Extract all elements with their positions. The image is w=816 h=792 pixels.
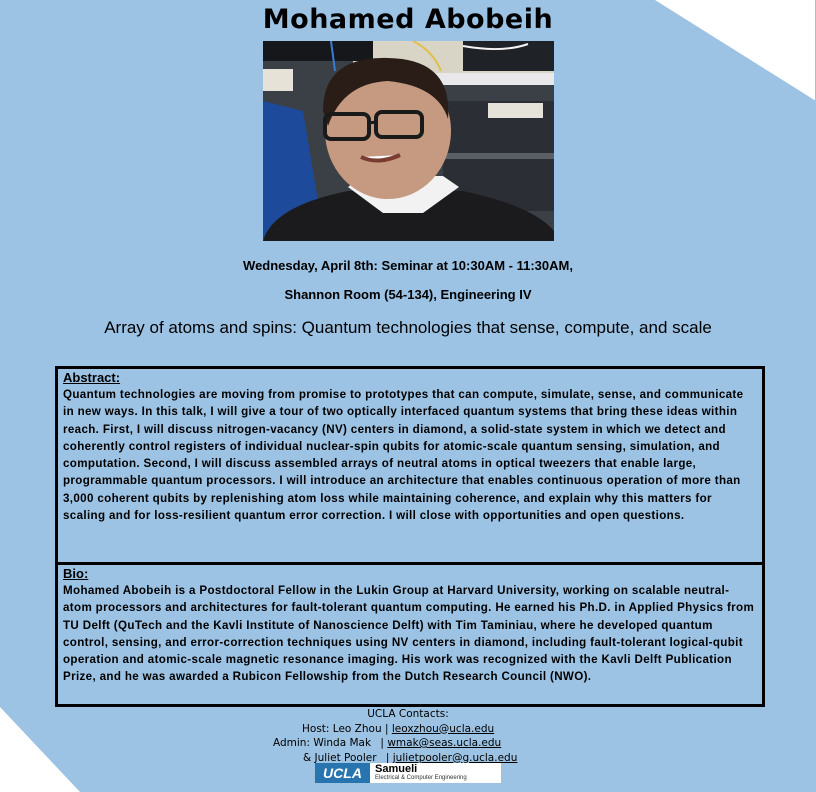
contact-separator: |: [385, 751, 390, 764]
contact-separator: |: [384, 722, 389, 735]
contact-label: Admin: Winda Mak: [273, 737, 372, 749]
event-datetime: Wednesday, April 8th: Seminar at 10:30AM - 11:30AM,: [243, 258, 573, 273]
contact-email-link[interactable]: wmak@seas.ucla.edu: [387, 737, 502, 749]
bio-text: Mohamed Abobeih is a Postdoctoral Fellow in the Lukin Group at Harvard University, working on scalable neutral-atom processors and architectures for fault-tolerant quantum computing. He earned his Ph.D. in Applied Physics from TU Delft (QuTech and the Kavli Institute of Nanoscience Delft) with Tim Taminiau, where he developed quantum control, sensing, and error-correction techniques using NV centers in diamond, including fault-tolerant logical-qubit operation and atomic-scale magnetic resonance imaging. His work was recognized with the Kavli Delft Publication Prize, and he was awarded a Rubicon Fellowship from the Dutch Research Council (NWO).: [63, 584, 755, 684]
abstract-text: Quantum technologies are moving from promise to prototypes that can compute, simulate, sense, and communicate in new ways. In this talk, I will give a tour of two optically interfaced quantum systems that bring these ideas within reach. First, I will discuss nitrogen-vacancy (NV) centers in diamond, a solid-state system in which we detect and coherently control registers of individual nuclear-spin qubits for atomic-scale quantum sensing, simulation, and computation. Second, I will discuss assembled arrays of neutral atoms in optical tweezers that enable large, programmable quantum processors. I will introduce an architecture that enables continuous operation of more than 3,000 coherent qubits by replenishing atom loss while maintaining coherence, and explain why this matters for scaling and for loss-resilient quantum error correction. I will close with opportunities and open questions.: [63, 388, 744, 523]
samueli-logo: [370, 763, 501, 783]
ucla-samueli-logo: [315, 763, 501, 783]
bio-section: [58, 565, 762, 686]
contact-email-link[interactable]: julietpooler@g.ucla.edu: [392, 751, 518, 764]
contact-separator: |: [380, 737, 384, 749]
contact-row-admin: [273, 736, 501, 751]
contact-label: Host: Leo Zhou: [302, 722, 382, 735]
department-text: Electrical & Computer Engineering: [375, 775, 467, 781]
speaker-name: Mohamed Abobeih: [262, 4, 554, 35]
speaker-photo: [263, 41, 554, 241]
ucla-logo-text: UCLA: [315, 763, 370, 783]
contact-email-link[interactable]: leoxzhou@ucla.edu: [391, 722, 495, 735]
contact-row-host: [302, 722, 494, 737]
abstract-section: [58, 369, 762, 565]
contacts-heading: UCLA Contacts:: [367, 708, 449, 720]
abstract-heading: Abstract:: [63, 370, 121, 385]
samueli-text: Samueli: [375, 763, 418, 775]
event-location: Shannon Room (54-134), Engineering IV: [284, 287, 532, 302]
talk-title: Array of atoms and spins: Quantum technologies that sense, compute, and scale: [104, 318, 712, 337]
abstract-bio-box: [55, 366, 765, 707]
contact-label: & Juliet Pooler: [303, 751, 377, 764]
bio-heading: Bio:: [63, 566, 89, 581]
